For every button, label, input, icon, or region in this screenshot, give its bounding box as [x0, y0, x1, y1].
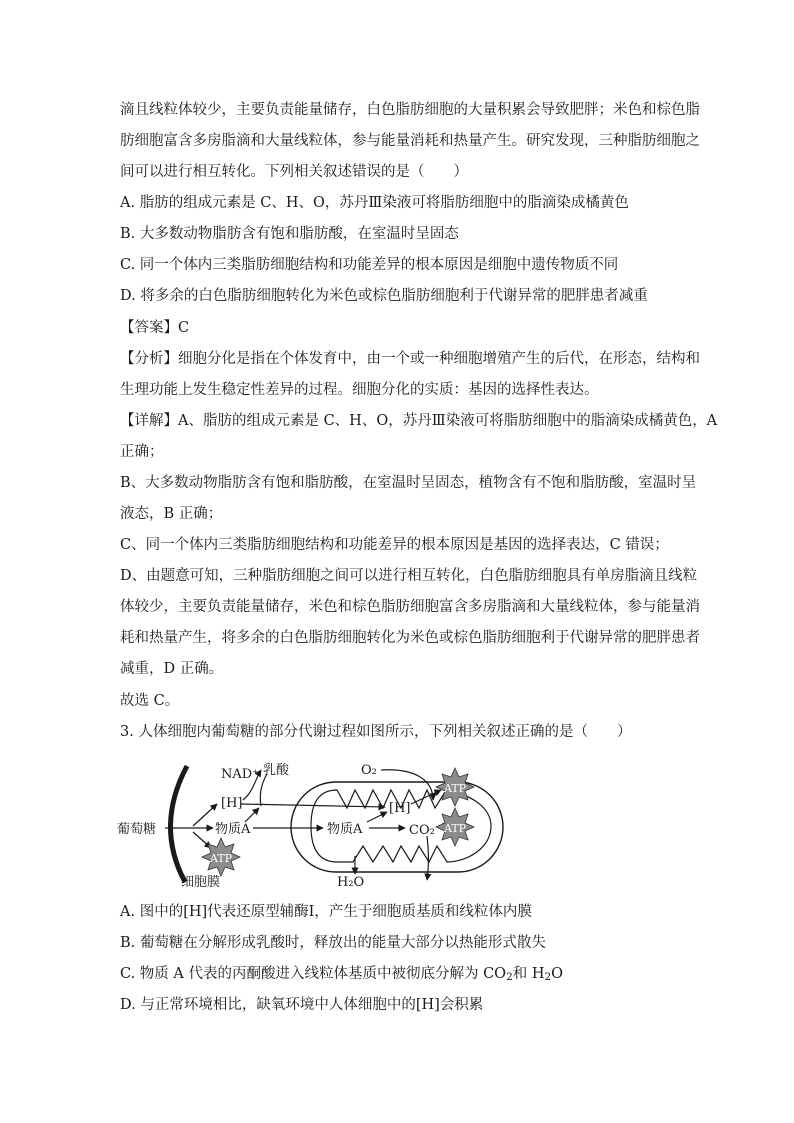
svg-text:ATP: ATP: [444, 782, 467, 795]
passage-line-3: 间可以进行相互转化。下列相关叙述错误的是（ ）: [120, 164, 468, 180]
q2-detail-line-7: 体较少，主要负责能量储存，米色和棕色脂肪细胞富含多房脂滴和大量线粒体，参与能量消: [120, 599, 700, 615]
q2-analysis-line-2: 生理功能上发生稳定性差异的过程。细胞分化的实质：基因的选择性表达。: [120, 382, 599, 398]
q2-detail-line-1: 【详解】A、脂肪的组成元素是 C、H、O，苏丹Ⅲ染液可将脂肪细胞中的脂滴染成橘黄色，A: [120, 413, 718, 429]
q2-option-d: D. 将多余的白色脂肪细胞转化为米色或棕色脂肪细胞利于代谢异常的肥胖患者减重: [120, 288, 648, 304]
q3-option-a: A. 图中的[H]代表还原型辅酶Ⅰ，产生于细胞质基质和线粒体内膜: [120, 904, 532, 920]
q3-option-c: [120, 964, 690, 987]
q2-detail-line-3: B、大多数动物脂肪含有饱和脂肪酸，在室温时呈固态，植物含有不饱和脂肪酸，室温时呈: [120, 475, 697, 491]
q3-option-d: D. 与正常环境相比，缺氧环境中人体细胞中的[H]会积累: [120, 997, 484, 1013]
arrow-glucose-to-h: [193, 804, 217, 826]
glucose-label: 葡萄糖: [117, 822, 157, 837]
h-mitochondrion-label: [H]: [389, 801, 411, 816]
q3-option-c-mid: 和 H: [512, 966, 545, 982]
q2-detail-line-5: C、同一个体内三类脂肪细胞结构和功能差异的根本原因是基因的选择表达，C 错误；: [120, 537, 669, 553]
q2-conclusion: 故选 C。: [120, 693, 180, 709]
arrow-co2-out: [427, 836, 429, 880]
h2o-label: H₂O: [337, 875, 365, 890]
atp-burst-top: [436, 768, 474, 806]
q3-option-c-sub1: 2: [506, 971, 513, 984]
q2-option-a: A. 脂肪的组成元素是 C、H、O，苏丹Ⅲ染液可将脂肪细胞中的脂滴染成橘黄色: [120, 195, 629, 211]
q2-detail-line-9: 减重，D 正确。: [120, 661, 224, 677]
q2-analysis-line-1: 【分析】细胞分化是指在个体发育中，由一个或一种细胞增殖产生的后代，在形态，结构和: [120, 351, 700, 367]
lactic-acid-label: 乳酸: [263, 763, 290, 778]
metabolism-diagram: [115, 756, 515, 894]
q3-option-c-post: O: [551, 966, 564, 982]
svg-text:ATP: ATP: [444, 822, 467, 835]
q3-option-c-text: C. 物质 A 代表的丙酮酸进入线粒体基质中被彻底分解为 CO: [120, 966, 507, 982]
q2-detail-line-4: 液态，B 正确；: [120, 506, 223, 522]
substance-a-mitochondrion-label: 物质A: [327, 822, 363, 837]
svg-text:ATP: ATP: [210, 852, 233, 865]
q2-option-b: B. 大多数动物脂肪含有饱和脂肪酸，在室温时呈固态: [120, 226, 459, 242]
q2-detail-line-2: 正确；: [120, 444, 164, 460]
h-cytoplasm-label: [H]: [221, 796, 243, 811]
passage-line-2: 肪细胞富含多房脂滴和大量线粒体，参与能量消耗和热量产生。研究发现，三种脂肪细胞之: [120, 133, 700, 149]
arrow-a-up: [245, 808, 259, 822]
q2-option-c: C. 同一个体内三类脂肪细胞结构和功能差异的根本原因是细胞中遗传物质不同: [120, 257, 619, 273]
q2-detail-line-8: 耗和热量产生，将多余的白色脂肪细胞转化为米色或棕色脂肪细胞利于代谢异常的肥胖患者: [120, 630, 700, 646]
passage-line-1: 滴且线粒体较少，主要负责能量储存，白色脂肪细胞的大量积累会导致肥胖；米色和棕色脂: [120, 102, 700, 118]
co2-label: CO₂: [409, 823, 435, 838]
q2-detail-line-6: D、由题意可知，三种脂肪细胞之间可以进行相互转化，白色脂肪细胞具有单房脂滴且线粒: [120, 568, 698, 584]
atp-burst-cytoplasm: [202, 838, 240, 876]
q3-stem: 3. 人体细胞内葡萄糖的部分代谢过程如图所示，下列相关叙述正确的是（ ）: [120, 724, 632, 740]
arrow-a-to-h-mito: [367, 812, 387, 822]
cell-membrane-arc: [170, 766, 187, 882]
q3-option-b: B. 葡萄糖在分解形成乳酸时，释放出的能量大部分以热能形式散失: [120, 935, 546, 951]
q2-answer: 【答案】C: [120, 320, 190, 336]
nad-label: NAD⁺: [221, 767, 260, 782]
substance-a-cytoplasm-label: 物质A: [215, 822, 251, 837]
q3-option-c-sub2: 2: [544, 971, 552, 984]
o2-label: O₂: [361, 763, 377, 778]
arrow-nad-return: [260, 774, 267, 806]
atp-burst-mid: [436, 808, 474, 846]
membrane-label: 细胞膜: [181, 875, 221, 890]
